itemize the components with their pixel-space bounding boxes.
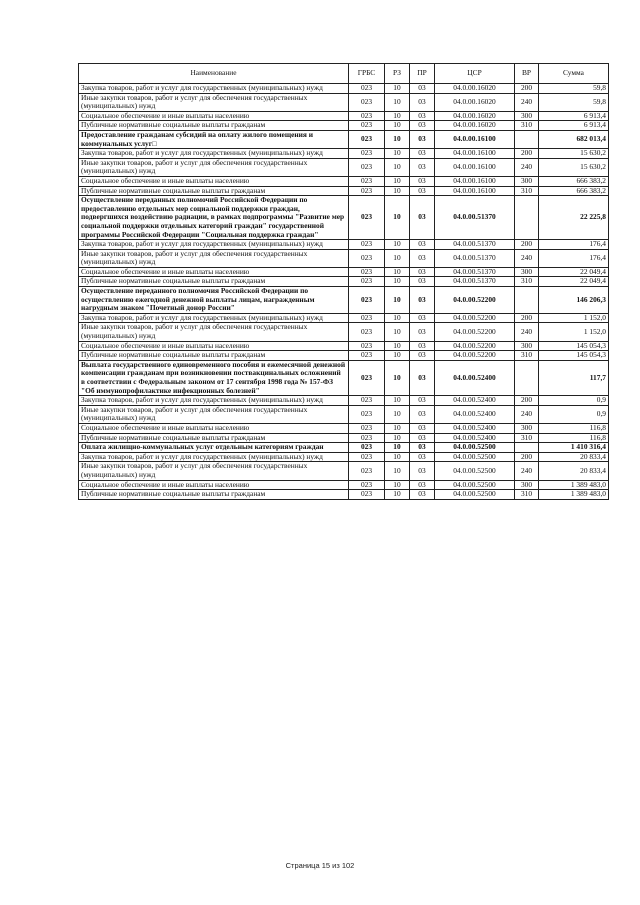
cell-rz: 10: [385, 196, 410, 240]
cell-pr: 03: [410, 249, 435, 267]
table-row: [79, 93, 609, 111]
cell-grbs: 023: [349, 462, 385, 480]
cell-sum: 6 913,4: [539, 111, 609, 121]
cell-vr: 240: [515, 158, 539, 176]
cell-rz: 10: [385, 130, 410, 148]
budget-table: [78, 63, 609, 500]
cell-name: Иные закупки товаров, работ и услуг для обеспечения государственных (муниципальных) нужд: [79, 323, 349, 341]
table-row: [79, 313, 609, 323]
table-row: [79, 452, 609, 462]
cell-name: Иные закупки товаров, работ и услуг для обеспечения государственных (муниципальных) нужд: [79, 158, 349, 176]
cell-name: Осуществление переданного полномочия Российской Федерации по осуществлению ежегодной денежной выплаты лицам, награжденным нагрудным знаком "Почетный донор России": [79, 287, 349, 314]
cell-grbs: 023: [349, 341, 385, 351]
table-row: [79, 84, 609, 94]
cell-pr: 03: [410, 462, 435, 480]
cell-sum: 176,4: [539, 249, 609, 267]
cell-grbs: 023: [349, 267, 385, 277]
cell-vr: 300: [515, 111, 539, 121]
cell-rz: 10: [385, 452, 410, 462]
cell-name: Оплата жилищно-коммунальных услуг отдельным категориям граждан: [79, 443, 349, 453]
cell-grbs: 023: [349, 452, 385, 462]
cell-pr: 03: [410, 323, 435, 341]
cell-grbs: 023: [349, 490, 385, 500]
cell-csr: 04.0.00.52400: [435, 405, 515, 423]
cell-grbs: 023: [349, 186, 385, 196]
cell-vr: 200: [515, 452, 539, 462]
cell-rz: 10: [385, 267, 410, 277]
cell-rz: 10: [385, 158, 410, 176]
cell-vr: [515, 443, 539, 453]
cell-sum: 0,9: [539, 405, 609, 423]
cell-name: Выплата государственного единовременного пособия и ежемесячной денежной компенсации гражданам при возникновении поствакцинальных осложнений в соответствии с Федеральным законом от 17 сентября 1998 года № 157-ФЗ "Об иммунопрофилактике инфекционных болезней": [79, 360, 349, 395]
cell-sum: 116,8: [539, 433, 609, 443]
cell-vr: 240: [515, 249, 539, 267]
cell-rz: 10: [385, 405, 410, 423]
cell-sum: 1 410 316,4: [539, 443, 609, 453]
cell-vr: 310: [515, 490, 539, 500]
cell-rz: 10: [385, 433, 410, 443]
cell-vr: 310: [515, 433, 539, 443]
cell-rz: 10: [385, 93, 410, 111]
cell-vr: 310: [515, 186, 539, 196]
cell-vr: [515, 196, 539, 240]
cell-vr: 300: [515, 480, 539, 490]
cell-pr: 03: [410, 277, 435, 287]
header-csr: ЦСР: [435, 64, 515, 84]
cell-sum: 666 383,2: [539, 186, 609, 196]
cell-name: Публичные нормативные социальные выплаты гражданам: [79, 490, 349, 500]
cell-sum: 666 383,2: [539, 176, 609, 186]
cell-name: Иные закупки товаров, работ и услуг для обеспечения государственных (муниципальных) нужд: [79, 462, 349, 480]
table-row: [79, 196, 609, 240]
cell-grbs: 023: [349, 443, 385, 453]
cell-pr: 03: [410, 267, 435, 277]
header-sum: Сумма: [539, 64, 609, 84]
table-row: [79, 249, 609, 267]
cell-rz: 10: [385, 423, 410, 433]
cell-vr: 200: [515, 396, 539, 406]
cell-pr: 03: [410, 186, 435, 196]
cell-rz: 10: [385, 351, 410, 361]
cell-pr: 03: [410, 405, 435, 423]
cell-csr: 04.0.00.16100: [435, 158, 515, 176]
cell-vr: 200: [515, 313, 539, 323]
cell-grbs: 023: [349, 240, 385, 250]
cell-sum: 22 225,8: [539, 196, 609, 240]
cell-rz: 10: [385, 341, 410, 351]
cell-grbs: 023: [349, 351, 385, 361]
cell-pr: 03: [410, 341, 435, 351]
cell-pr: 03: [410, 176, 435, 186]
cell-csr: 04.0.00.16100: [435, 176, 515, 186]
cell-vr: 300: [515, 176, 539, 186]
cell-vr: 240: [515, 93, 539, 111]
cell-csr: 04.0.00.52200: [435, 313, 515, 323]
cell-vr: 200: [515, 149, 539, 159]
cell-csr: 04.0.00.52200: [435, 323, 515, 341]
cell-pr: 03: [410, 84, 435, 94]
cell-grbs: 023: [349, 360, 385, 395]
cell-csr: 04.0.00.52500: [435, 462, 515, 480]
cell-name: Закупка товаров, работ и услуг для государственных (муниципальных) нужд: [79, 149, 349, 159]
header-pr: ПР: [410, 64, 435, 84]
cell-name: Закупка товаров, работ и услуг для государственных (муниципальных) нужд: [79, 240, 349, 250]
table-row: [79, 480, 609, 490]
cell-csr: 04.0.00.16020: [435, 111, 515, 121]
cell-csr: 04.0.00.16100: [435, 130, 515, 148]
cell-grbs: 023: [349, 249, 385, 267]
cell-pr: 03: [410, 111, 435, 121]
cell-rz: 10: [385, 443, 410, 453]
cell-vr: [515, 287, 539, 314]
cell-rz: 10: [385, 277, 410, 287]
cell-name: Публичные нормативные социальные выплаты гражданам: [79, 186, 349, 196]
cell-sum: 1 389 483,0: [539, 480, 609, 490]
cell-vr: 240: [515, 323, 539, 341]
cell-vr: 310: [515, 351, 539, 361]
cell-grbs: 023: [349, 277, 385, 287]
cell-grbs: 023: [349, 480, 385, 490]
cell-rz: 10: [385, 249, 410, 267]
cell-sum: 20 833,4: [539, 462, 609, 480]
cell-csr: 04.0.00.52200: [435, 341, 515, 351]
cell-rz: 10: [385, 490, 410, 500]
cell-rz: 10: [385, 313, 410, 323]
cell-name: Публичные нормативные социальные выплаты гражданам: [79, 433, 349, 443]
cell-name: Социальное обеспечение и иные выплаты населению: [79, 111, 349, 121]
cell-csr: 04.0.00.52500: [435, 490, 515, 500]
cell-name: Закупка товаров, работ и услуг для государственных (муниципальных) нужд: [79, 396, 349, 406]
cell-pr: 03: [410, 93, 435, 111]
cell-vr: 300: [515, 267, 539, 277]
cell-name: Осуществление переданных полномочий Российской Федерации по предоставлению отдельных мер социальной поддержки граждан, подвергшихся воздействию радиации, в рамках подпрограммы "Развитие мер социальной поддержки отдельных категорий граждан" государственной программы Российской Федерации "Социальная поддержка граждан": [79, 196, 349, 240]
cell-grbs: 023: [349, 396, 385, 406]
cell-pr: 03: [410, 196, 435, 240]
cell-sum: 682 013,4: [539, 130, 609, 148]
cell-sum: 22 049,4: [539, 267, 609, 277]
cell-csr: 04.0.00.16020: [435, 84, 515, 94]
cell-rz: 10: [385, 149, 410, 159]
cell-sum: 1 152,0: [539, 323, 609, 341]
cell-grbs: 023: [349, 111, 385, 121]
cell-name: Закупка товаров, работ и услуг для государственных (муниципальных) нужд: [79, 84, 349, 94]
cell-grbs: 023: [349, 423, 385, 433]
cell-sum: 59,8: [539, 84, 609, 94]
cell-csr: 04.0.00.52400: [435, 433, 515, 443]
cell-rz: 10: [385, 462, 410, 480]
table-row: [79, 149, 609, 159]
cell-sum: 1 152,0: [539, 313, 609, 323]
cell-rz: 10: [385, 240, 410, 250]
table-header-row: [79, 64, 609, 84]
cell-sum: 176,4: [539, 240, 609, 250]
cell-pr: 03: [410, 158, 435, 176]
cell-name: Закупка товаров, работ и услуг для государственных (муниципальных) нужд: [79, 313, 349, 323]
cell-csr: 04.0.00.16100: [435, 149, 515, 159]
cell-csr: 04.0.00.51370: [435, 277, 515, 287]
cell-pr: 03: [410, 443, 435, 453]
cell-csr: 04.0.00.52400: [435, 396, 515, 406]
table-row: [79, 360, 609, 395]
table-row: [79, 341, 609, 351]
cell-csr: 04.0.00.52400: [435, 360, 515, 395]
cell-sum: 145 054,3: [539, 341, 609, 351]
table-row: [79, 443, 609, 453]
table-row: [79, 433, 609, 443]
cell-pr: 03: [410, 396, 435, 406]
table-row: [79, 351, 609, 361]
cell-vr: [515, 360, 539, 395]
cell-grbs: 023: [349, 130, 385, 148]
table-row: [79, 323, 609, 341]
cell-name: Предоставление гражданам субсидий на оплату жилого помещения и коммунальных услуг□: [79, 130, 349, 148]
cell-csr: 04.0.00.16020: [435, 121, 515, 131]
table-row: [79, 176, 609, 186]
cell-pr: 03: [410, 130, 435, 148]
table-row: [79, 267, 609, 277]
cell-pr: 03: [410, 490, 435, 500]
table-row: [79, 121, 609, 131]
cell-rz: 10: [385, 121, 410, 131]
cell-pr: 03: [410, 121, 435, 131]
cell-sum: 145 054,3: [539, 351, 609, 361]
cell-name: Иные закупки товаров, работ и услуг для обеспечения государственных (муниципальных) нужд: [79, 405, 349, 423]
cell-sum: 116,8: [539, 423, 609, 433]
cell-pr: 03: [410, 287, 435, 314]
cell-csr: 04.0.00.52500: [435, 443, 515, 453]
header-rz: РЗ: [385, 64, 410, 84]
cell-pr: 03: [410, 240, 435, 250]
table-row: [79, 111, 609, 121]
cell-name: Иные закупки товаров, работ и услуг для обеспечения государственных (муниципальных) нужд: [79, 249, 349, 267]
cell-vr: 200: [515, 84, 539, 94]
table-row: [79, 423, 609, 433]
cell-vr: 310: [515, 277, 539, 287]
cell-sum: 22 049,4: [539, 277, 609, 287]
table-row: [79, 240, 609, 250]
header-name: Наименование: [79, 64, 349, 84]
cell-pr: 03: [410, 351, 435, 361]
cell-csr: 04.0.00.51370: [435, 249, 515, 267]
cell-csr: 04.0.00.52200: [435, 351, 515, 361]
cell-name: Социальное обеспечение и иные выплаты населению: [79, 176, 349, 186]
table-row: [79, 396, 609, 406]
cell-vr: 200: [515, 240, 539, 250]
cell-vr: 300: [515, 423, 539, 433]
cell-vr: [515, 130, 539, 148]
cell-grbs: 023: [349, 196, 385, 240]
cell-vr: 240: [515, 462, 539, 480]
cell-name: Социальное обеспечение и иные выплаты населению: [79, 267, 349, 277]
cell-sum: 59,8: [539, 93, 609, 111]
table-row: [79, 130, 609, 148]
cell-grbs: 023: [349, 313, 385, 323]
cell-name: Социальное обеспечение и иные выплаты населению: [79, 341, 349, 351]
cell-grbs: 023: [349, 433, 385, 443]
table-row: [79, 287, 609, 314]
cell-csr: 04.0.00.52500: [435, 480, 515, 490]
cell-sum: 15 630,2: [539, 158, 609, 176]
cell-name: Публичные нормативные социальные выплаты гражданам: [79, 351, 349, 361]
cell-vr: 310: [515, 121, 539, 131]
cell-name: Социальное обеспечение и иные выплаты населению: [79, 423, 349, 433]
cell-grbs: 023: [349, 323, 385, 341]
cell-pr: 03: [410, 452, 435, 462]
cell-name: Закупка товаров, работ и услуг для государственных (муниципальных) нужд: [79, 452, 349, 462]
table-row: [79, 462, 609, 480]
cell-pr: 03: [410, 433, 435, 443]
cell-grbs: 023: [349, 176, 385, 186]
cell-rz: 10: [385, 480, 410, 490]
cell-grbs: 023: [349, 405, 385, 423]
cell-rz: 10: [385, 323, 410, 341]
header-grbs: ГРБС: [349, 64, 385, 84]
table-row: [79, 158, 609, 176]
cell-pr: 03: [410, 360, 435, 395]
cell-sum: 0,9: [539, 396, 609, 406]
cell-pr: 03: [410, 313, 435, 323]
cell-rz: 10: [385, 396, 410, 406]
cell-grbs: 023: [349, 287, 385, 314]
cell-csr: 04.0.00.51370: [435, 240, 515, 250]
cell-grbs: 023: [349, 158, 385, 176]
cell-rz: 10: [385, 186, 410, 196]
cell-csr: 04.0.00.52500: [435, 452, 515, 462]
table-row: [79, 405, 609, 423]
cell-rz: 10: [385, 360, 410, 395]
cell-name: Иные закупки товаров, работ и услуг для обеспечения государственных (муниципальных) нужд: [79, 93, 349, 111]
cell-grbs: 023: [349, 121, 385, 131]
cell-grbs: 023: [349, 84, 385, 94]
cell-csr: 04.0.00.52400: [435, 423, 515, 433]
cell-rz: 10: [385, 287, 410, 314]
table-row: [79, 277, 609, 287]
cell-csr: 04.0.00.52200: [435, 287, 515, 314]
cell-name: Публичные нормативные социальные выплаты гражданам: [79, 277, 349, 287]
table-row: [79, 490, 609, 500]
cell-rz: 10: [385, 111, 410, 121]
cell-name: Социальное обеспечение и иные выплаты населению: [79, 480, 349, 490]
header-vr: ВР: [515, 64, 539, 84]
cell-sum: 117,7: [539, 360, 609, 395]
cell-sum: 20 833,4: [539, 452, 609, 462]
cell-sum: 6 913,4: [539, 121, 609, 131]
cell-sum: 146 206,3: [539, 287, 609, 314]
cell-vr: 300: [515, 341, 539, 351]
cell-sum: 15 630,2: [539, 149, 609, 159]
cell-csr: 04.0.00.51370: [435, 196, 515, 240]
cell-csr: 04.0.00.51370: [435, 267, 515, 277]
cell-csr: 04.0.00.16100: [435, 186, 515, 196]
table-row: [79, 186, 609, 196]
cell-pr: 03: [410, 480, 435, 490]
cell-sum: 1 389 483,0: [539, 490, 609, 500]
cell-pr: 03: [410, 423, 435, 433]
cell-csr: 04.0.00.16020: [435, 93, 515, 111]
cell-grbs: 023: [349, 93, 385, 111]
cell-rz: 10: [385, 84, 410, 94]
cell-vr: 240: [515, 405, 539, 423]
cell-grbs: 023: [349, 149, 385, 159]
cell-rz: 10: [385, 176, 410, 186]
cell-name: Публичные нормативные социальные выплаты гражданам: [79, 121, 349, 131]
cell-pr: 03: [410, 149, 435, 159]
page-number: Страница 15 из 102: [285, 861, 355, 870]
